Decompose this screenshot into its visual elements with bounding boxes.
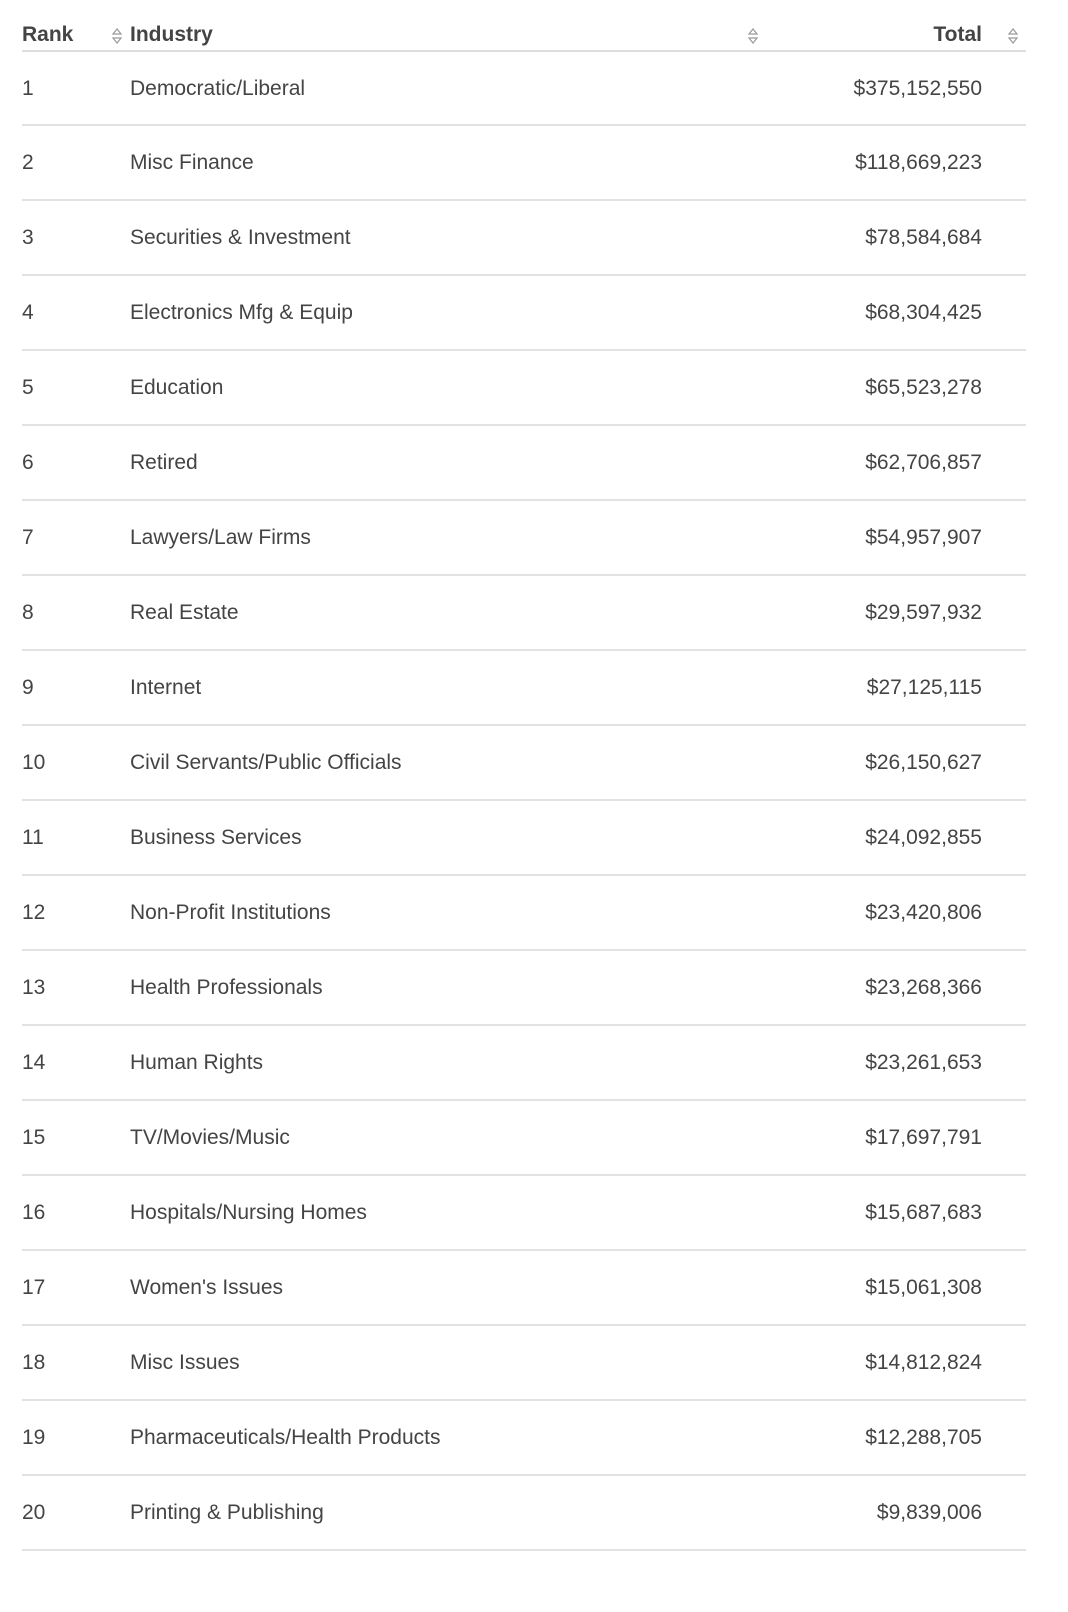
column-header-industry[interactable]: Industry <box>130 23 213 46</box>
rank-cell: 15 <box>22 1126 46 1149</box>
rank-cell: 8 <box>22 601 34 624</box>
table-row <box>22 1026 1026 1101</box>
column-header-total[interactable]: Total <box>933 23 982 46</box>
rank-cell: 10 <box>22 751 46 774</box>
table-row <box>22 126 1026 201</box>
rank-cell: 11 <box>22 826 44 849</box>
industry-cell: Retired <box>130 451 198 474</box>
table-body <box>22 52 1026 1551</box>
total-cell: $12,288,705 <box>865 1426 982 1449</box>
table-row <box>22 351 1026 426</box>
industry-cell: Hospitals/Nursing Homes <box>130 1201 367 1224</box>
industry-cell: Women's Issues <box>130 1276 284 1299</box>
industry-cell: Human Rights <box>130 1051 264 1074</box>
table-row <box>22 726 1026 801</box>
total-cell: $26,150,627 <box>865 751 982 774</box>
industry-table <box>22 0 1026 1551</box>
table-row <box>22 951 1026 1026</box>
table-row <box>22 201 1026 276</box>
total-cell: $9,839,006 <box>876 1501 982 1524</box>
table-row <box>22 576 1026 651</box>
table-row <box>22 52 1026 126</box>
industry-cell: Misc Finance <box>130 151 254 174</box>
industry-cell: Education <box>130 376 224 399</box>
table-row <box>22 1176 1026 1251</box>
table-row <box>22 1326 1026 1401</box>
rank-cell: 13 <box>22 976 46 999</box>
rank-cell: 2 <box>22 151 34 174</box>
table-row <box>22 801 1026 876</box>
total-cell: $15,061,308 <box>865 1276 982 1299</box>
industry-cell: Health Professionals <box>130 976 323 999</box>
industry-cell: Electronics Mfg & Equip <box>130 301 353 324</box>
rank-cell: 4 <box>22 301 34 324</box>
table-row <box>22 426 1026 501</box>
rank-cell: 3 <box>22 226 34 249</box>
industry-cell: TV/Movies/Music <box>130 1126 290 1149</box>
rank-cell: 20 <box>22 1501 46 1524</box>
industry-cell: Democratic/Liberal <box>130 77 306 100</box>
total-cell: $23,268,366 <box>865 976 982 999</box>
total-cell: $78,584,684 <box>865 226 982 249</box>
rank-cell: 18 <box>22 1351 46 1374</box>
total-cell: $118,669,223 <box>855 151 982 174</box>
table-row <box>22 651 1026 726</box>
table-row <box>22 1401 1026 1476</box>
total-cell: $23,420,806 <box>865 901 982 924</box>
industry-cell: Printing & Publishing <box>130 1501 324 1524</box>
sort-arrows-icon[interactable] <box>1008 26 1018 46</box>
total-cell: $68,304,425 <box>865 301 982 324</box>
rank-cell: 9 <box>22 676 34 699</box>
table-row <box>22 876 1026 951</box>
total-cell: $62,706,857 <box>865 451 982 474</box>
rank-cell: 6 <box>22 451 34 474</box>
total-cell: $29,597,932 <box>865 601 982 624</box>
sort-arrows-icon[interactable] <box>112 26 122 46</box>
rank-cell: 7 <box>22 526 34 549</box>
total-cell: $65,523,278 <box>865 376 982 399</box>
sort-arrows-icon[interactable] <box>748 26 758 46</box>
industry-cell: Civil Servants/Public Officials <box>130 751 402 774</box>
rank-cell: 5 <box>22 376 34 399</box>
total-cell: $54,957,907 <box>865 526 982 549</box>
column-header-rank[interactable]: Rank <box>22 23 74 46</box>
industry-cell: Securities & Investment <box>130 226 351 249</box>
industry-cell: Misc Issues <box>130 1351 240 1374</box>
table-row <box>22 1101 1026 1176</box>
total-cell: $23,261,653 <box>865 1051 982 1074</box>
rank-cell: 16 <box>22 1201 46 1224</box>
total-cell: $375,152,550 <box>853 77 982 100</box>
industry-cell: Real Estate <box>130 601 239 624</box>
rank-cell: 19 <box>22 1426 46 1449</box>
total-cell: $17,697,791 <box>865 1126 982 1149</box>
total-cell: $14,812,824 <box>865 1351 982 1374</box>
industry-cell: Lawyers/Law Firms <box>130 526 311 549</box>
table-header <box>22 0 1026 52</box>
rank-cell: 14 <box>22 1051 46 1074</box>
industry-cell: Non-Profit Institutions <box>130 901 331 924</box>
total-cell: $27,125,115 <box>866 676 982 699</box>
rank-cell: 1 <box>22 77 34 100</box>
industry-cell: Business Services <box>130 826 302 849</box>
rank-cell: 12 <box>22 901 46 924</box>
table-row <box>22 1476 1026 1551</box>
table-row <box>22 276 1026 351</box>
table-row <box>22 501 1026 576</box>
industry-cell: Pharmaceuticals/Health Products <box>130 1426 441 1449</box>
rank-cell: 17 <box>22 1276 46 1299</box>
total-cell: $24,092,855 <box>865 826 982 849</box>
table-row <box>22 1251 1026 1326</box>
total-cell: $15,687,683 <box>865 1201 982 1224</box>
industry-cell: Internet <box>130 676 202 699</box>
